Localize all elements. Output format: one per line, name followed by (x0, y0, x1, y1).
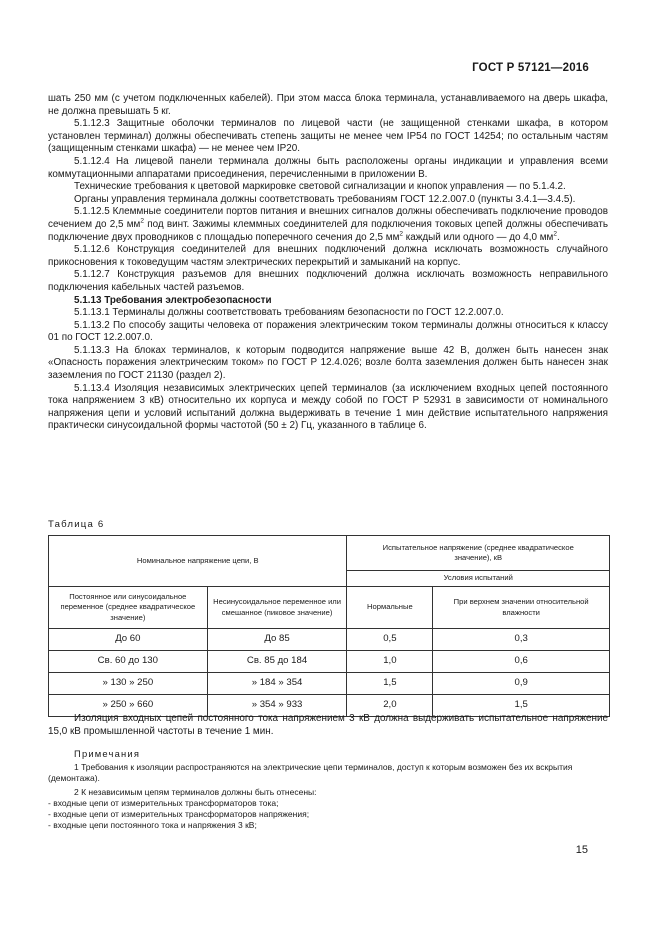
note-list-item: - входные цепи от измерительных трансформаторов тока; (48, 798, 279, 808)
table-cell: » 184 » 354 (207, 673, 347, 695)
text-run: 5.1.12.5 Клеммные соединители портов питания и внешних сигналов должны обеспечивать подключение проводов сечением до 2,5 мм (48, 206, 608, 230)
paragraph: Изоляция входных цепей постоянного тока напряжением 3 кВ должна выдерживать испытательное напряжение 15,0 кВ промышленной частоты в течение 1 мин. (48, 713, 608, 737)
superscript: 2 (399, 230, 403, 238)
table-cell: 0,5 (347, 629, 433, 651)
paragraph-5-1-12-4: 5.1.12.4 На лицевой панели терминала должны быть расположены органы индикации и управления всеми коммутационными аппаратами присоединения, перечисленными в приложении В. (48, 155, 608, 180)
note-list-item: - входные цепи от измерительных трансформаторов напряжения; (48, 809, 310, 819)
paragraph-5-1-13-2: 5.1.13.2 По способу защиты человека от поражения электрическим током терминалы должны относиться к классу 01 по ГОСТ 12.2.007.0. (48, 319, 608, 344)
text-run: . (556, 231, 560, 243)
body-text-block (48, 93, 608, 433)
header-non-sinusoidal: Несинусоидальное переменное или смешанное (пиковое значение) (207, 587, 347, 629)
page-number: 15 (575, 844, 588, 856)
table-caption: Таблица 6 (48, 519, 105, 530)
superscript: 2 (140, 217, 144, 225)
document-header-code: ГОСТ Р 57121—2016 (472, 62, 589, 74)
post-table-text (48, 713, 608, 738)
table-cell: 1,0 (347, 651, 433, 673)
notes-block (48, 748, 608, 831)
table-cell: До 60 (49, 629, 208, 651)
paragraph: Органы управления терминала должны соответствовать требованиям ГОСТ 12.2.007.0 (пункты 3.4.1—3.4.5). (74, 193, 576, 205)
table-cell: 1,5 (433, 695, 610, 717)
table-cell: 0,3 (433, 629, 610, 651)
section-heading: 5.1.13 Требования электробезопасности (74, 294, 272, 306)
table-row (49, 673, 610, 695)
note-list-item: - входные цепи постоянного тока и напряжения 3 кВ; (48, 820, 257, 830)
text-run: каждый или одного — до 4,0 мм (403, 231, 554, 243)
table-cell: » 250 » 660 (49, 695, 208, 717)
table-row (49, 629, 610, 651)
notes-title: Примечания (74, 748, 141, 759)
paragraph-5-1-12-3: 5.1.12.3 Защитные оболочки терминалов по лицевой части (не защищенной стенками шкафа, в котором установлен терминал) должны обеспечивать степень защиты не менее чем IP54 по ГОСТ 14254; по остальным частям (защищенным стенками шкафа) — не менее чем IP20. (48, 118, 608, 155)
note-1: 1 Требования к изоляции распространяются на электрические цепи терминалов, доступ к которым возможен без их вскрытия (демонтажа). (48, 762, 573, 783)
table-cell: 0,9 (433, 673, 610, 695)
table-cell: » 130 » 250 (49, 673, 208, 695)
paragraph-5-1-13-3: 5.1.13.3 На блоках терминалов, к которым подводится напряжение выше 42 В, должен быть нанесен знак «Опасность поражения электрическим током» по ГОСТ Р 12.4.026; возле болта заземления должен быть нанесен знак заземления по ГОСТ 21130 (раздел 2). (48, 344, 608, 382)
table-cell: 0,6 (433, 651, 610, 673)
paragraph-5-1-13-1: 5.1.13.1 Терминалы должны соответствовать требованиям безопасности по ГОСТ 12.2.007.0. (74, 307, 504, 319)
table-cell: До 85 (207, 629, 347, 651)
table-cell: Св. 85 до 184 (207, 651, 347, 673)
table-row (49, 651, 610, 673)
note-2: 2 К независимым цепям терминалов должны быть отнесены: (74, 787, 317, 797)
paragraph-5-1-12-5 (48, 206, 608, 244)
paragraph-5-1-12-7: 5.1.12.7 Конструкция разъемов для внешних подключений должна исключать возможность неправильного подключения кабельных частей разъемов. (48, 269, 608, 293)
superscript: 2 (553, 230, 557, 238)
table-cell: » 354 » 933 (207, 695, 347, 717)
header-nominal-voltage: Номинальное напряжение цепи, В (49, 536, 347, 587)
text-run: под винт. Зажимы клеммных соединителей для подключения токовых цепей должны обеспечивать подключение двух проводников с площадью поперечного сечения до 2,5 мм (48, 218, 609, 243)
paragraph-5-1-13-4: 5.1.13.4 Изоляция независимых электрических цепей терминалов (за исключением входных цепей постоянного тока напряжением 3 кВ) относительно их корпуса и между собой по ГОСТ Р 52931 в зависимости от номинального напряжения цепи и условий испытаний должна выдерживать в течение 1 мин действие испытательного напряжения практически синусоидальной формы частотой (50 ± 2) Гц, указанного в таблице 6. (48, 382, 608, 432)
header-high-humidity: При верхнем значении относительной влажности (433, 587, 610, 629)
header-dc-sinusoidal: Постоянное или синусоидальное переменное (среднее квадратическое значение) (49, 587, 208, 629)
paragraph: Технические требования к цветовой маркировке световой сигнализации и кнопок управления — по 5.1.4.2. (74, 181, 566, 193)
table-cell: Св. 60 до 130 (49, 651, 208, 673)
table-cell: 2,0 (347, 695, 433, 717)
header-test-voltage: Испытательное напряжение (среднее квадратическое значение), кВ (347, 536, 610, 571)
header-test-conditions: Условия испытаний (347, 571, 610, 587)
header-normal-conditions: Нормальные (347, 587, 433, 629)
table-6 (48, 535, 610, 717)
table-cell: 1,5 (347, 673, 433, 695)
paragraph-5-1-12-6: 5.1.12.6 Конструкция соединителей для внешних подключений должна исключать возможность случайного прикосновения к токоведущим частям электрических перекрытий и замыканий на корпус. (48, 244, 608, 268)
paragraph: шать 250 мм (с учетом подключенных кабелей). При этом масса блока терминала, устанавливаемого на дверь шкафа, не должна превышать 5 кг. (48, 93, 608, 117)
